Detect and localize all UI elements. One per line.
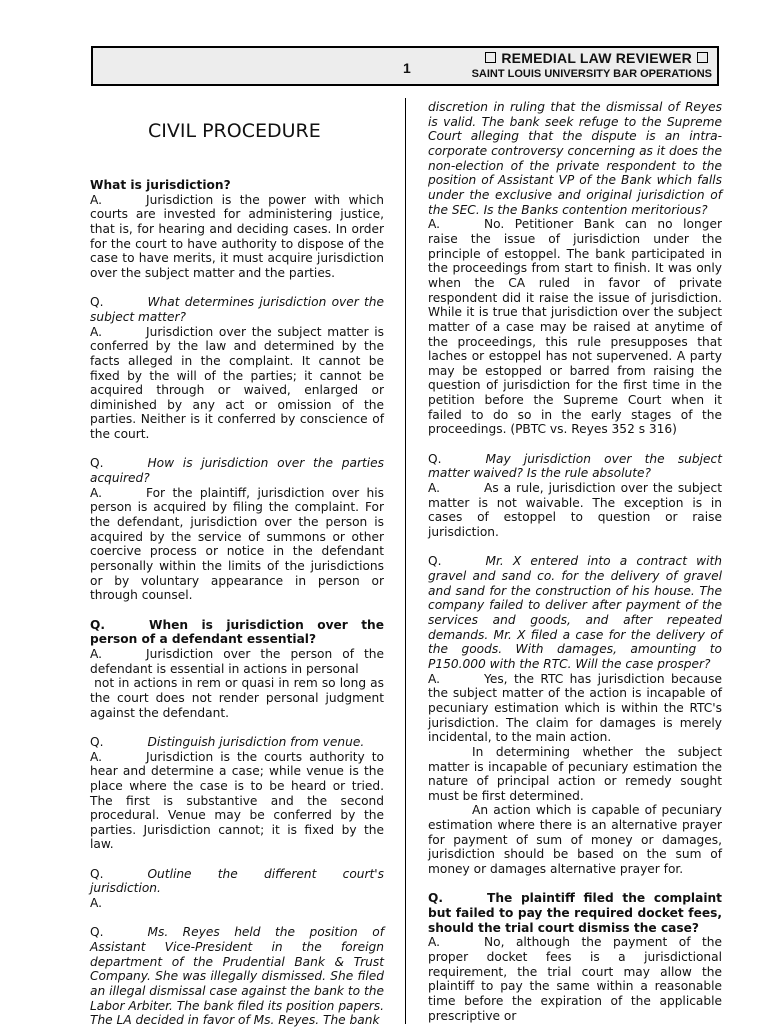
answer-5: A. Jurisdiction is the courts authority to hear and determine a case; while venue is the place where the case is to be heard or tried. The first is substantive and the second procedural. Venue may be conferred by the parties. Jurisdiction cannot; it is fixed by the law. [90, 749, 384, 852]
right-column [428, 100, 722, 1024]
question-9: Q. Mr. X entered into a contract with gravel and sand co. for the delivery of gravel and sand for the construction of his house. The company failed to deliver after payment of the services and goods, and after repeated demands. Mr. X filed a case for the delivery of the goods. With damages, amounting to P150.000 with the RTC. Will the case prosper? [428, 554, 722, 671]
checkbox-right-icon [697, 52, 708, 63]
answer-1: A. Jurisdiction is the power with which courts are invested for administering justice, that is, for hearing and deciding cases. In order for the court to have authority to dispose of the case to have merits, it must acquire jurisdiction over the subject matter and the parties. [90, 192, 384, 280]
question-1: What is jurisdiction? [90, 178, 231, 192]
answer-10: A. No, although the payment of the proper docket fees is a jurisdictional requirement, the trial court may allow the plaintiff to pay the same within a reasonable time before the expiration of the applicable prescriptive or [428, 935, 722, 1023]
answer-9-para-3: An action which is capable of pecuniary estimation where there is an alternative prayer for payment of sum of money or damages, jurisdiction should be based on the sum of money or damages alternative prayer for. [428, 803, 722, 877]
answer-6: A. [90, 896, 102, 911]
answer-4: A. Jurisdiction over the person of the defendant is essential in actions in personal [90, 646, 384, 676]
question-2: Q. What determines jurisdiction over the subject matter? [90, 295, 384, 324]
question-3: Q. How is jurisdiction over the parties acquired? [90, 456, 384, 486]
page-header [91, 46, 719, 86]
question-8: Q. May jurisdiction over the subject matter waived? Is the rule absolute? [428, 451, 722, 481]
section-title: CIVIL PROCEDURE [148, 120, 321, 142]
question-7-cont: discretion in ruling that the dismissal of Reyes is valid. The bank seek refuge to the Supreme Court alleging that the dispute is an intra-corporate controversy concerning as it does the non-election of the private respondent to the position of Assistant VP of the Bank which falls under the exclusive and original jurisdiction of the SEC. Is the Banks contention meritorious? [428, 100, 722, 217]
answer-7: A. No. Petitioner Bank can no longer raise the issue of jurisdiction under the principle of estoppel. The bank participated in the proceedings from start to finish. It was only when the CA ruled in favor of private respondent did it raise the issue of jurisdiction. While it is true that jurisdiction over the subject matter of a case may be raised at anytime of the proceedings, this rule presupposes that laches or estoppel has not supervened. A party may be estopped or barred from raising the question of jurisdiction for the first time in the petition before the Supreme Court when it failed to do so in the early stages of the proceedings. (PBTC vs. Reyes 352 s 316) [428, 217, 722, 437]
checkbox-left-icon [485, 52, 496, 63]
column-divider [405, 98, 406, 1024]
question-6: Q. Outline the different court's jurisdiction. [90, 866, 384, 896]
answer-9: A. Yes, the RTC has jurisdiction because the subject matter of the action is incapable of pecuniary estimation which is within the RTC's jurisdiction. The claim for damages is merely incidental, to the main action. [428, 671, 722, 745]
page-number: 1 [403, 60, 411, 76]
answer-2: A. Jurisdiction over the subject matter is conferred by the law and determined by the facts alleged in the complaint. It cannot be fixed by the will of the parties; it cannot be acquired through or waived, enlarged or diminished by any act or omission of the parties. Neither is it conferred by conscience of the court. [90, 324, 384, 442]
question-4: Q. When is jurisdiction over the person of a defendant essential? [90, 617, 384, 647]
header-subtitle: SAINT LOUIS UNIVERSITY BAR OPERATIONS [471, 68, 712, 80]
answer-9-para-2: In determining whether the subject matter is incapable of pecuniary estimation the nature of principal action or remedy sought must be first determined. [428, 744, 722, 803]
left-column [90, 100, 388, 1028]
question-7: Q. Ms. Reyes held the position of Assistant Vice-President in the foreign department of the Prudential Bank & Trust Company. She was illegally dismissed. She filed an illegal dismissal case against the bank to the Labor Arbiter. The bank filed its position papers. The LA decided in favor of Ms. Reyes. The bank [90, 925, 384, 1028]
header-title [480, 50, 713, 66]
answer-8: A. As a rule, jurisdiction over the subject matter is not waivable. The exception is in cases of estoppel to question or raise jurisdiction. [428, 481, 722, 540]
answer-3: A. For the plaintiff, jurisdiction over his person is acquired by filing the complaint. For the defendant, jurisdiction over the person is acquired by the service of summons or other coercive process or notice in the defendant personally within the limits of the jurisdictions or by voluntary appearance in person or through counsel. [90, 485, 384, 603]
answer-4-cont: not in actions in rem or quasi in rem so long as the court does not render personal judgment against the defendant. [90, 676, 388, 720]
header-title-text: REMEDIAL LAW REVIEWER [501, 50, 692, 66]
question-10: Q. The plaintiff filed the complaint but failed to pay the required docket fees, should the trial court dismiss the case? [428, 891, 722, 935]
question-5: Q. Distinguish jurisdiction from venue. [90, 734, 365, 749]
